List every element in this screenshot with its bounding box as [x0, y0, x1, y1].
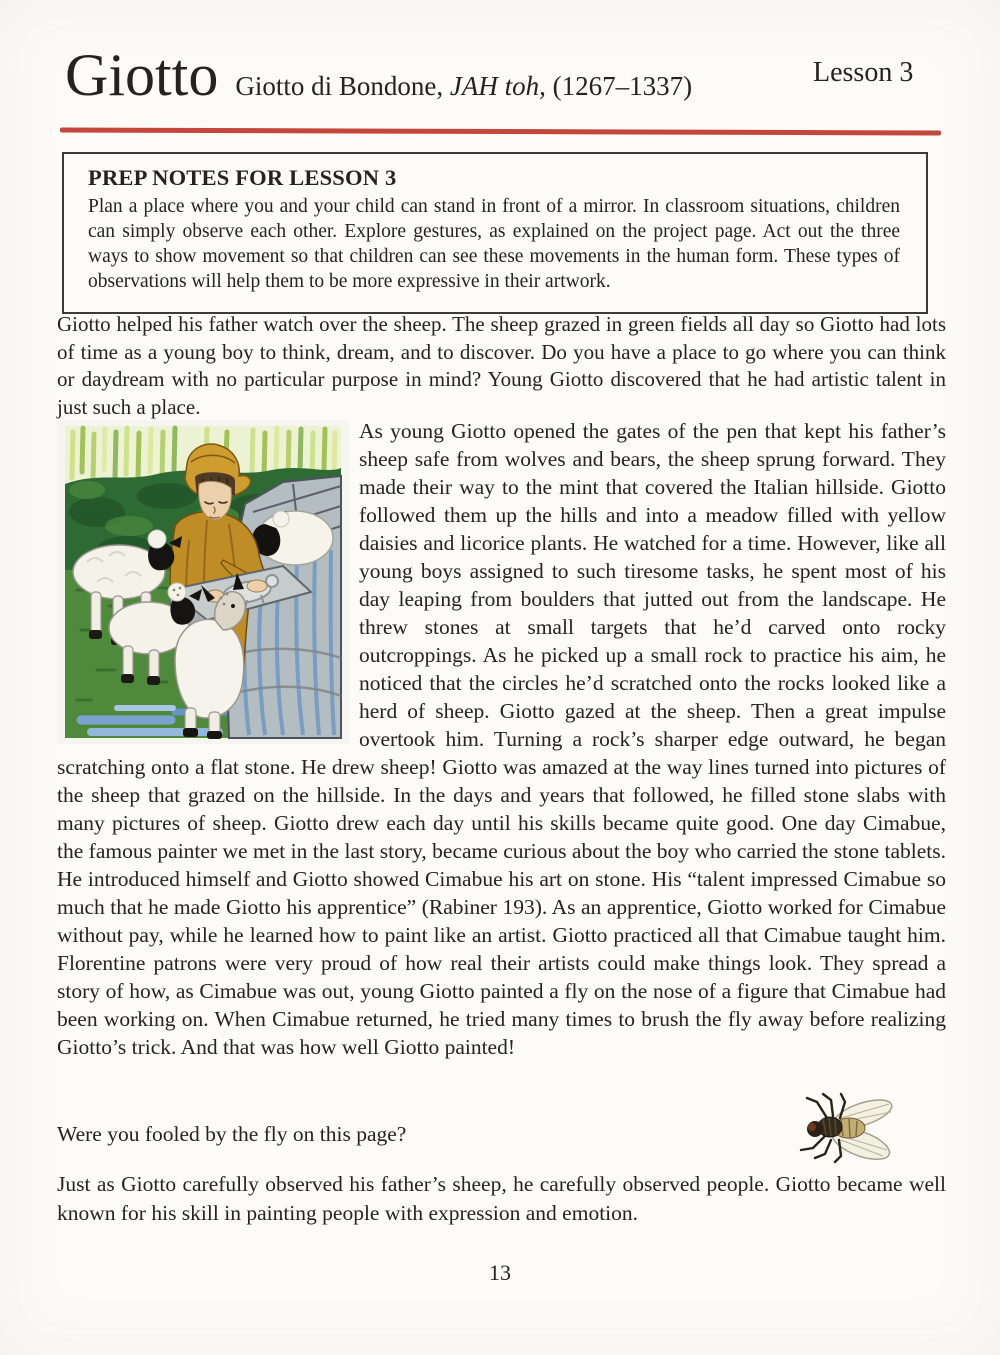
lesson-label: Lesson 3	[813, 57, 914, 88]
story-paragraph-2	[57, 417, 946, 1061]
header-rule	[60, 127, 941, 135]
prep-notes-body: Plan a place where you and your child can stand in front of a mirror. In classroom situations, children can simply observe each other. Explore gestures, as explained on the project page. Act out the three ways to show movement so that children can see these movements in the human form. These types of observations will help them to be more expressive in their artwork.	[88, 196, 900, 292]
fly-icon	[797, 1092, 899, 1166]
artist-pronunciation: JAH toh,	[449, 71, 546, 101]
watercolor-illustration-icon	[57, 420, 349, 744]
artist-subtitle	[235, 71, 692, 102]
artist-dates: (1267–1337)	[552, 71, 693, 101]
prep-notes-box	[62, 152, 928, 314]
artist-name: Giotto di Bondone,	[235, 71, 444, 101]
story-paragraph-2-text: As young Giotto opened the gates of the pen that kept his father’s sheep safe from wolves and bears, the sheep sprung forward. They made their way to the mint that covered the Italian hillside. Giotto followed them up the hills and into a meadow filled with yellow daisies and licorice plants. He watched for a time. However, like all young boys assigned to such tiresome tasks, he spent most of his day leaping from boulders that jutted out from the landscape. He threw stones at small targets that he’d carved onto rocky outcroppings. As he picked up a small rock to practice his aim, he noticed that the circles he’d scratched onto the rocks looked like a herd of sheep. Giotto gazed at the sheep. Then a great impulse overtook him. Turning a rock’s sharper edge outward, he began scratching onto a flat stone. He drew sheep! Giotto was amazed at the way lines turned into pictures of the sheep that grazed on the hillside. In the days and years that followed, he filled stone slabs with many pictures of sheep. Giotto drew each day until his skills became quite good. One day Cimabue, the famous painter we met in the last story, became curious about the boy who carried the stone tablets. He introduced himself and Giotto showed Cimabue his art on stone. His “talent impressed Cimabue so much that he made Giotto his apprentice” (Rabiner 193). As an apprentice, Giotto worked for Cimabue without pay, while he learned how to paint like an artist. Giotto practiced all that Cimabue taught him. Florentine patrons were very proud of how real their artists could make things look. They spread a story of how, as Cimabue was out, young Giotto painted a fly on the nose of a figure that Cimabue had been working on. When Cimabue returned, he tried many times to brush the fly away before realizing Giotto’s trick. And that was how well Giotto painted!	[57, 419, 946, 1059]
giotto-lambs-illustration	[57, 420, 349, 744]
fly-question: Were you fooled by the fly on this page?	[57, 1122, 407, 1146]
page-title: Giotto	[65, 42, 219, 108]
page-number: 13	[489, 1260, 511, 1285]
page-header	[65, 44, 692, 107]
prep-notes-heading: PREP NOTES FOR LESSON 3	[88, 165, 397, 190]
story-paragraph-1: Giotto helped his father watch over the sheep. The sheep grazed in green fields all day so Giotto had lots of time as a young boy to think, dream, and to discover. Do you have a place to go where you can think or daydream with no particular purpose in mind? Young Giotto discovered that he had artistic talent in just such a place.	[57, 312, 946, 419]
story-paragraph-3: Just as Giotto carefully observed his father’s sheep, he carefully observed people. Giotto became well known for his skill in painting people with expression and emotion.	[57, 1172, 946, 1225]
fly-illustration	[797, 1092, 900, 1167]
